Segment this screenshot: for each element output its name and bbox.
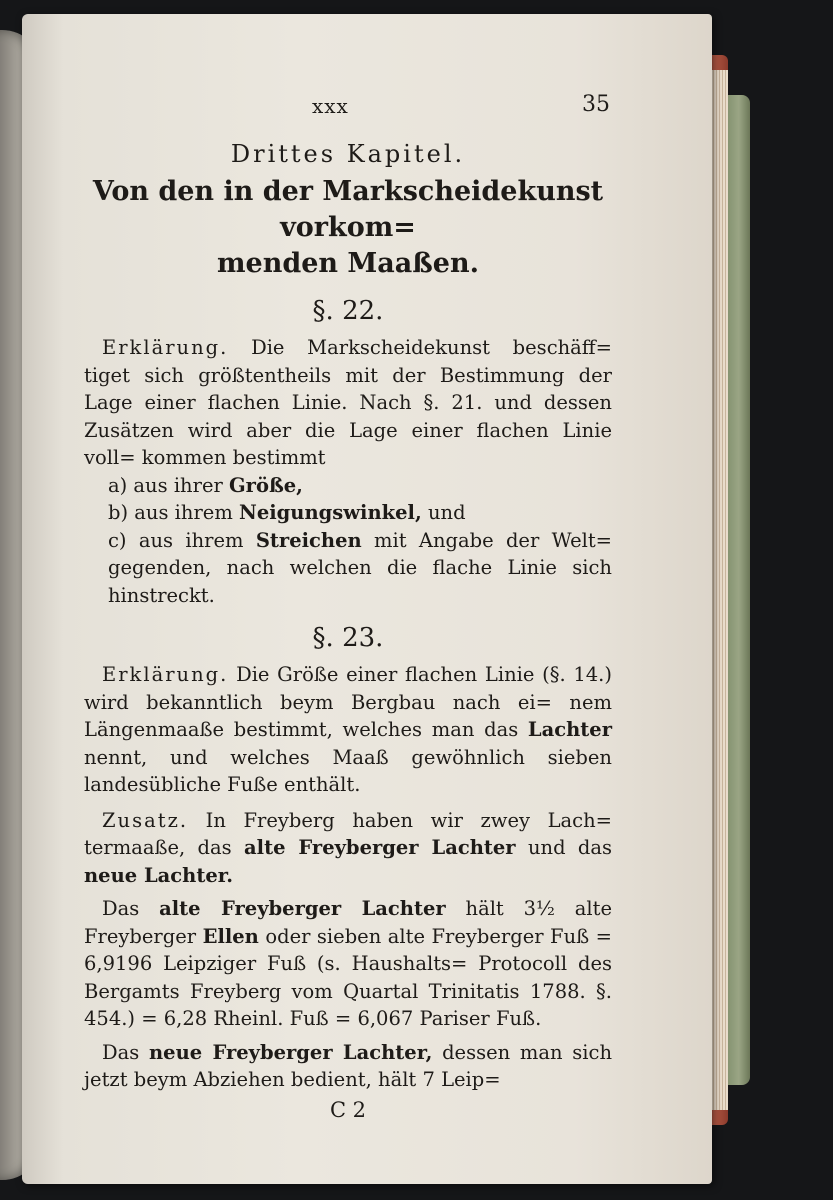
paragraph-neue-bold: neue Freyberger Lachter, [149,1040,433,1064]
paragraph-22-text: Die Markscheidekunst beschäff= tiget sich größtentheils mit der Bestimmung der Lage einer flachen Linie. Nach §. 21. und dessen Zusätzen wird aber die Lage einer flachen Linie voll= kommen bestimmt [84,336,612,469]
list-item-a [84,472,612,500]
chapter-label: Drittes Kapitel. [230,140,466,168]
chapter-title [84,174,612,282]
paragraph-22 [84,334,612,472]
list-item-c-text: c) aus ihrem [108,528,244,552]
paragraph-neue-lachter [84,1039,612,1094]
list-item-b-suffix: und [427,501,466,524]
list-item-a-text: a) aus ihrer [108,473,223,497]
book-page [22,14,712,1184]
paragraph-23-text-1: Die Größe einer flachen Linie (§. 14.) wird bekanntlich beym Bergbau nach ei= nem Längenmaaße bestimmt, welches man das [84,663,612,741]
paragraph-zusatz-text-2: und das [527,836,613,859]
paragraph-zusatz [84,807,612,890]
list-item-b [84,499,612,527]
section-23-heading: §. 23. [312,623,384,653]
paragraph-23-text-2: nennt, und welches Maaß gewöhnlich sieben landesübliche Fuße enthält. [84,745,612,796]
paragraph-23-term-2: Lachter [527,718,612,741]
paragraph-neue-text-1: Das [102,1040,140,1064]
paragraph-alte-bold-2: Ellen [202,924,259,948]
header-ornament: xxx [312,94,349,118]
section-22-heading: §. 22. [312,296,384,326]
paragraph-22-term: Erklärung. [102,336,229,359]
paragraph-alte-text-1: Das [102,897,140,920]
paragraph-neue-text-2: dessen man sich jetzt beym Abziehen bedient, hält 7 Leip= [84,1040,613,1091]
list-item-c [84,527,612,610]
running-header [84,94,612,130]
paragraph-alte-lachter [84,895,612,1033]
list-item-a-term: Größe, [229,473,303,497]
paragraph-zusatz-bold-2: neue Lachter. [84,863,234,887]
paragraph-zusatz-bold-1: alte Freyberger Lachter [244,836,516,859]
list-item-c-term: Streichen [255,528,362,552]
signature-mark: C 2 [329,1097,367,1122]
paragraph-alte-text-2: hält 3½ alte Freyberger [84,897,612,948]
paragraph-23-term: Erklärung. [102,663,229,686]
page-number: 35 [582,92,610,117]
paragraph-alte-text-3: oder sieben alte Freyberger Fuß = 6,9196 Leipziger Fuß (s. Haushalts= Protocoll des Bergamts Freyberg vom Quartal Trinitatis 1788. §. 454.) = 6,28 Rheinl. Fuß = 6,067 Pariser Fuß. [84,924,612,1030]
chapter-title-line-1: Von den in der Markscheidekunst vorkom= [92,176,604,243]
page-text [84,94,612,1122]
list-item-b-term: Neigungswinkel, [239,501,422,524]
list-item-c-suffix: mit Angabe der Welt= gegenden, nach welchen die flache Linie sich hinstreckt. [108,528,613,607]
paragraph-zusatz-term: Zusatz. [102,808,189,832]
chapter-title-line-2: menden Maaßen. [216,248,480,279]
paragraph-alte-bold: alte Freyberger Lachter [159,897,446,920]
paragraph-23 [84,661,612,799]
paragraph-zusatz-text-1: In Freyberg haben wir zwey Lach= termaaße, das [84,808,613,859]
list-item-b-text: b) aus ihrem [108,501,233,524]
